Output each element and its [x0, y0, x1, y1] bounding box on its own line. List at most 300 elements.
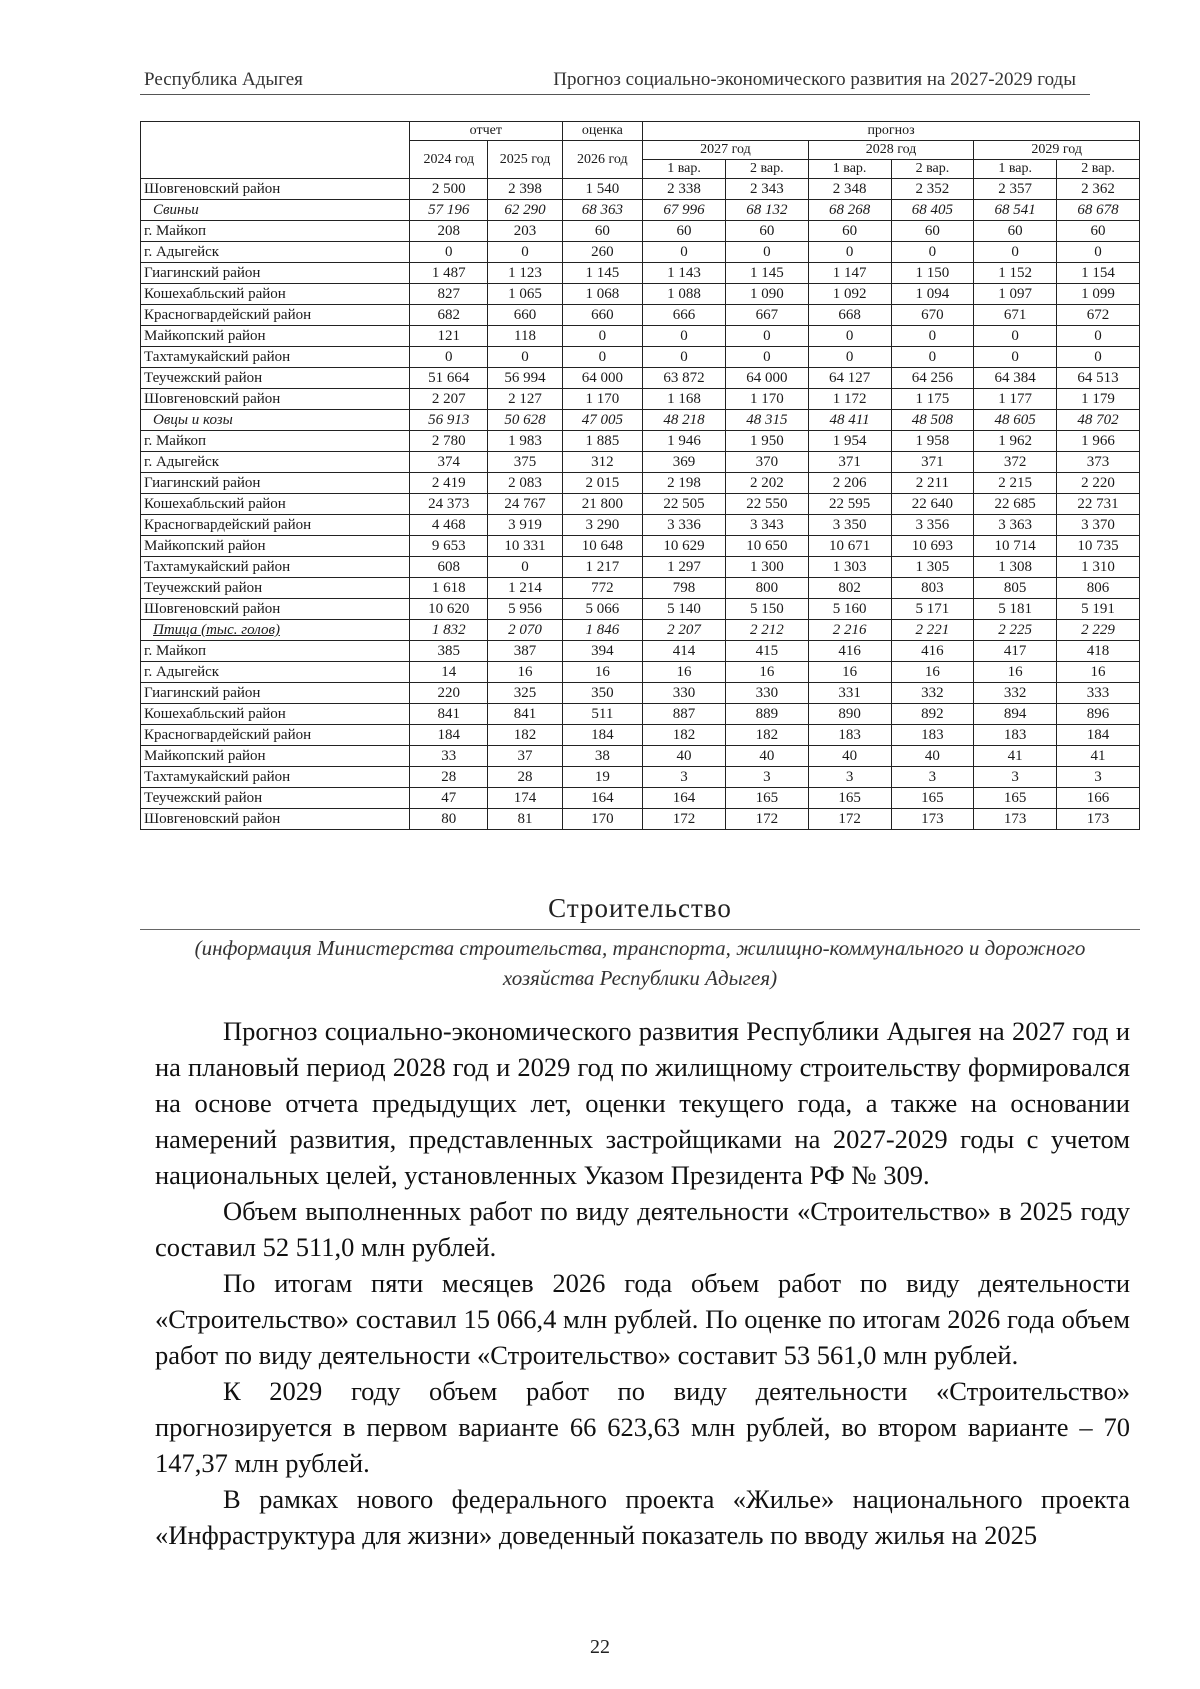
table-cell: 40 [891, 746, 974, 767]
table-row [141, 326, 1140, 347]
table-row [141, 704, 1140, 725]
table-cell: 40 [725, 746, 808, 767]
row-label [141, 641, 410, 662]
table-cell: 1 170 [725, 389, 808, 410]
row-label-text: Гиагинский район [144, 475, 261, 491]
table-cell: 10 331 [488, 536, 562, 557]
row-label-text: Шовгеновский район [144, 391, 281, 407]
header-document-title: Прогноз социально-экономического развития на 2027-2029 годы [553, 69, 1076, 90]
table-cell: 5 171 [891, 599, 974, 620]
row-label-text: Майкопский район [144, 748, 266, 764]
header-variant-2: 2 вар. [891, 160, 974, 179]
row-label [141, 179, 410, 200]
table-cell: 0 [643, 242, 726, 263]
paragraph: В рамках нового федерального проекта «Жилье» национального проекта «Инфраструктура для жизни» доведенный показатель по вводу жилья на 2025 [155, 1484, 1130, 1550]
table-cell: 374 [410, 452, 488, 473]
table-cell: 2 343 [725, 179, 808, 200]
table-cell: 184 [562, 725, 643, 746]
table-cell: 183 [891, 725, 974, 746]
table-cell: 14 [410, 662, 488, 683]
table-row [141, 410, 1140, 431]
row-label-text: Овцы и козы [153, 412, 233, 428]
table-row [141, 578, 1140, 599]
table-cell: 798 [643, 578, 726, 599]
header-year-2026: 2026 год [562, 141, 643, 179]
table-cell: 2 127 [488, 389, 562, 410]
table-row [141, 557, 1140, 578]
row-label [141, 368, 410, 389]
table-body [141, 179, 1140, 830]
header-year-2025: 2025 год [488, 141, 562, 179]
table-cell: 2 338 [643, 179, 726, 200]
table-cell: 1 175 [891, 389, 974, 410]
table-cell: 1 950 [725, 431, 808, 452]
table-cell: 1 946 [643, 431, 726, 452]
table-cell: 3 [808, 767, 891, 788]
section-title: Строительство [548, 893, 732, 923]
table-cell: 28 [410, 767, 488, 788]
table-cell: 170 [562, 809, 643, 830]
table-cell: 2 780 [410, 431, 488, 452]
table-cell: 16 [974, 662, 1057, 683]
table-cell: 1 170 [562, 389, 643, 410]
table-cell: 2 500 [410, 179, 488, 200]
table-cell: 16 [488, 662, 562, 683]
table-cell: 332 [974, 683, 1057, 704]
table-cell: 10 620 [410, 599, 488, 620]
table-cell: 668 [808, 305, 891, 326]
table-cell: 16 [1057, 662, 1140, 683]
table-cell: 827 [410, 284, 488, 305]
table-cell: 184 [1057, 725, 1140, 746]
table-cell: 1 143 [643, 263, 726, 284]
section-divider [140, 929, 1140, 930]
row-label [141, 431, 410, 452]
table-cell: 64 000 [725, 368, 808, 389]
table-cell: 10 671 [808, 536, 891, 557]
paragraph: По итогам пяти месяцев 2026 года объем работ по виду деятельности «Строительство» составил 15 066,4 млн рублей. По оценке по итогам 2026 года объем работ по виду деятельности «Строительство» составит 53 561,0 млн рублей. [155, 1268, 1130, 1370]
table-cell: 10 629 [643, 536, 726, 557]
row-label [141, 473, 410, 494]
table-cell: 22 640 [891, 494, 974, 515]
table-row [141, 305, 1140, 326]
table-cell: 40 [808, 746, 891, 767]
table-cell: 0 [562, 347, 643, 368]
table-cell: 0 [488, 557, 562, 578]
table-cell: 38 [562, 746, 643, 767]
row-label-text: Теучежский район [144, 370, 263, 386]
table-cell: 1 088 [643, 284, 726, 305]
table-cell: 3 343 [725, 515, 808, 536]
table-cell: 371 [891, 452, 974, 473]
paragraph: Объем выполненных работ по виду деятельности «Строительство» в 2025 году составил 52 511,0 млн рублей. [155, 1196, 1130, 1262]
row-label [141, 788, 410, 809]
table-cell: 1 487 [410, 263, 488, 284]
table-cell: 350 [562, 683, 643, 704]
table-cell: 173 [1057, 809, 1140, 830]
table-cell: 2 419 [410, 473, 488, 494]
paragraph: К 2029 году объем работ по виду деятельности «Строительство» прогнозируется в первом варианте 66 623,63 млн рублей, во втором варианте – 70 147,37 млн рублей. [155, 1376, 1130, 1478]
table-cell: 182 [725, 725, 808, 746]
row-label-text: Кошехабльский район [144, 496, 286, 512]
row-label-text: г. Адыгейск [144, 454, 220, 470]
row-label-text: Тахтамукайский район [144, 349, 291, 365]
table-cell: 0 [725, 326, 808, 347]
table-cell: 260 [562, 242, 643, 263]
table-cell: 416 [891, 641, 974, 662]
table-cell: 16 [643, 662, 726, 683]
table-row [141, 536, 1140, 557]
table-row [141, 725, 1140, 746]
table-cell: 57 196 [410, 200, 488, 221]
table-row [141, 788, 1140, 809]
table-cell: 64 384 [974, 368, 1057, 389]
table-cell: 22 731 [1057, 494, 1140, 515]
table-cell: 0 [410, 242, 488, 263]
table-cell: 2 211 [891, 473, 974, 494]
table-cell: 2 229 [1057, 620, 1140, 641]
table-cell: 0 [643, 347, 726, 368]
table-cell: 0 [891, 242, 974, 263]
table-cell: 5 956 [488, 599, 562, 620]
header-variant-1: 1 вар. [808, 160, 891, 179]
row-label-text: г. Адыгейск [144, 244, 220, 260]
header-variant-1: 1 вар. [974, 160, 1057, 179]
table-cell: 165 [725, 788, 808, 809]
table-cell: 1 090 [725, 284, 808, 305]
table-cell: 1 065 [488, 284, 562, 305]
table-cell: 841 [488, 704, 562, 725]
row-label [141, 557, 410, 578]
table-cell: 1 179 [1057, 389, 1140, 410]
table-cell: 2 398 [488, 179, 562, 200]
table-row [141, 746, 1140, 767]
table-cell: 22 550 [725, 494, 808, 515]
table-cell: 3 356 [891, 515, 974, 536]
table-cell: 165 [808, 788, 891, 809]
table-cell: 3 919 [488, 515, 562, 536]
table-cell: 511 [562, 704, 643, 725]
table-cell: 4 468 [410, 515, 488, 536]
table-cell: 0 [974, 347, 1057, 368]
table-cell: 1 177 [974, 389, 1057, 410]
table-cell: 10 735 [1057, 536, 1140, 557]
table-cell: 60 [1057, 221, 1140, 242]
row-label [141, 284, 410, 305]
table-cell: 5 066 [562, 599, 643, 620]
row-label [141, 410, 410, 431]
row-label [141, 578, 410, 599]
row-label-text: Шовгеновский район [144, 811, 281, 827]
row-label-text: г. Майкоп [144, 643, 207, 659]
table-cell: 2 215 [974, 473, 1057, 494]
table-cell: 60 [891, 221, 974, 242]
table-cell: 666 [643, 305, 726, 326]
row-label [141, 389, 410, 410]
table-cell: 63 872 [643, 368, 726, 389]
table-cell: 2 015 [562, 473, 643, 494]
livestock-table [140, 121, 1140, 830]
table-cell: 0 [725, 347, 808, 368]
table-cell: 10 714 [974, 536, 1057, 557]
header-year-2029: 2029 год [974, 141, 1140, 160]
table-cell: 68 268 [808, 200, 891, 221]
table-cell: 203 [488, 221, 562, 242]
table-cell: 1 966 [1057, 431, 1140, 452]
table-cell: 1 885 [562, 431, 643, 452]
table-cell: 68 405 [891, 200, 974, 221]
row-label-text: Красногвардейский район [144, 727, 312, 743]
table-cell: 2 225 [974, 620, 1057, 641]
table-row [141, 515, 1140, 536]
row-label-text: Шовгеновский район [144, 601, 281, 617]
table-cell: 5 150 [725, 599, 808, 620]
row-label-text: Тахтамукайский район [144, 559, 291, 575]
table-cell: 173 [891, 809, 974, 830]
row-label-text: г. Майкоп [144, 433, 207, 449]
header-year-2024: 2024 год [410, 141, 488, 179]
table-cell: 3 363 [974, 515, 1057, 536]
table-cell: 369 [643, 452, 726, 473]
table-cell: 667 [725, 305, 808, 326]
table-row [141, 179, 1140, 200]
table-cell: 371 [808, 452, 891, 473]
table-cell: 1 954 [808, 431, 891, 452]
table-cell: 47 [410, 788, 488, 809]
table-cell: 670 [891, 305, 974, 326]
table-cell: 2 198 [643, 473, 726, 494]
table-cell: 22 685 [974, 494, 1057, 515]
table-cell: 0 [808, 242, 891, 263]
table-row [141, 368, 1140, 389]
table-cell: 414 [643, 641, 726, 662]
table-cell: 172 [643, 809, 726, 830]
table-cell: 1 094 [891, 284, 974, 305]
table-cell: 312 [562, 452, 643, 473]
table-cell: 375 [488, 452, 562, 473]
table-cell: 0 [1057, 347, 1140, 368]
table-cell: 47 005 [562, 410, 643, 431]
table-row [141, 221, 1140, 242]
table-cell: 5 181 [974, 599, 1057, 620]
table-cell: 418 [1057, 641, 1140, 662]
table-cell: 2 206 [808, 473, 891, 494]
table-cell: 28 [488, 767, 562, 788]
table-cell: 387 [488, 641, 562, 662]
table-cell: 1 214 [488, 578, 562, 599]
row-label [141, 494, 410, 515]
table-cell: 165 [891, 788, 974, 809]
table-cell: 1 172 [808, 389, 891, 410]
table-cell: 16 [562, 662, 643, 683]
row-label-text: Красногвардейский район [144, 517, 312, 533]
table-cell: 1 154 [1057, 263, 1140, 284]
table-row [141, 599, 1140, 620]
table-cell: 62 290 [488, 200, 562, 221]
table-cell: 1 846 [562, 620, 643, 641]
row-label [141, 200, 410, 221]
table-cell: 9 653 [410, 536, 488, 557]
table-cell: 48 315 [725, 410, 808, 431]
table-row [141, 641, 1140, 662]
table-cell: 0 [974, 242, 1057, 263]
table-cell: 174 [488, 788, 562, 809]
table-cell: 60 [643, 221, 726, 242]
table-cell: 0 [643, 326, 726, 347]
table-cell: 37 [488, 746, 562, 767]
table-cell: 3 [643, 767, 726, 788]
table-cell: 1 168 [643, 389, 726, 410]
table-cell: 331 [808, 683, 891, 704]
row-label [141, 746, 410, 767]
table-row [141, 242, 1140, 263]
table-cell: 48 605 [974, 410, 1057, 431]
table-cell: 182 [643, 725, 726, 746]
table-row [141, 494, 1140, 515]
table-cell: 1 297 [643, 557, 726, 578]
table-cell: 1 303 [808, 557, 891, 578]
table-cell: 370 [725, 452, 808, 473]
table-cell: 3 336 [643, 515, 726, 536]
table-cell: 1 832 [410, 620, 488, 641]
table-cell: 894 [974, 704, 1057, 725]
header-year-2027: 2027 год [643, 141, 809, 160]
table-cell: 330 [725, 683, 808, 704]
table-cell: 184 [410, 725, 488, 746]
table-cell: 0 [562, 326, 643, 347]
table-cell: 1 618 [410, 578, 488, 599]
table-cell: 208 [410, 221, 488, 242]
table-cell: 64 513 [1057, 368, 1140, 389]
table-cell: 0 [410, 347, 488, 368]
page-number: 22 [590, 1636, 610, 1658]
table-cell: 373 [1057, 452, 1140, 473]
table-cell: 415 [725, 641, 808, 662]
table-cell: 60 [725, 221, 808, 242]
table-cell: 3 290 [562, 515, 643, 536]
table-row [141, 263, 1140, 284]
table-cell: 800 [725, 578, 808, 599]
table-cell: 80 [410, 809, 488, 830]
table-cell: 2 207 [643, 620, 726, 641]
table-cell: 1 540 [562, 179, 643, 200]
table-cell: 5 191 [1057, 599, 1140, 620]
table-cell: 68 678 [1057, 200, 1140, 221]
table-row [141, 620, 1140, 641]
header-forecast: прогноз [643, 122, 1140, 141]
table-row [141, 767, 1140, 788]
table-row [141, 473, 1140, 494]
header-variant-2: 2 вар. [725, 160, 808, 179]
table-cell: 3 [1057, 767, 1140, 788]
table-cell: 0 [1057, 326, 1140, 347]
table-cell: 24 373 [410, 494, 488, 515]
table-cell: 16 [808, 662, 891, 683]
table-cell: 2 083 [488, 473, 562, 494]
table-cell: 330 [643, 683, 726, 704]
table-header [141, 122, 1140, 179]
table-cell: 3 350 [808, 515, 891, 536]
table-cell: 173 [974, 809, 1057, 830]
table-cell: 1 300 [725, 557, 808, 578]
row-label [141, 536, 410, 557]
table-cell: 1 068 [562, 284, 643, 305]
header-estimate: оценка [562, 122, 643, 141]
table-cell: 3 [974, 767, 1057, 788]
table-cell: 3 [891, 767, 974, 788]
table-cell: 2 348 [808, 179, 891, 200]
table-row [141, 284, 1140, 305]
table-cell: 1 092 [808, 284, 891, 305]
row-label [141, 599, 410, 620]
table-cell: 806 [1057, 578, 1140, 599]
table-cell: 5 140 [643, 599, 726, 620]
table-cell: 121 [410, 326, 488, 347]
table-cell: 394 [562, 641, 643, 662]
table-cell: 41 [1057, 746, 1140, 767]
row-label [141, 326, 410, 347]
table-cell: 64 127 [808, 368, 891, 389]
row-label-text: Кошехабльский район [144, 286, 286, 302]
row-label [141, 263, 410, 284]
row-label-text: Майкопский район [144, 538, 266, 554]
table-cell: 24 767 [488, 494, 562, 515]
table-cell: 1 217 [562, 557, 643, 578]
table-cell: 67 996 [643, 200, 726, 221]
table-cell: 182 [488, 725, 562, 746]
table-cell: 417 [974, 641, 1057, 662]
table-cell: 0 [891, 347, 974, 368]
table-cell: 416 [808, 641, 891, 662]
table-cell: 385 [410, 641, 488, 662]
row-label-text: Свиньи [153, 202, 199, 218]
section-subtitle: (информация Министерства строительства, транспорта, жилищно-коммунального и дорожного хозяйства Республики Адыгея) [194, 936, 1086, 990]
table-cell: 3 370 [1057, 515, 1140, 536]
header-year-2028: 2028 год [808, 141, 974, 160]
table-cell: 10 693 [891, 536, 974, 557]
table-cell: 671 [974, 305, 1057, 326]
row-label [141, 347, 410, 368]
table-cell: 22 595 [808, 494, 891, 515]
table-cell: 0 [974, 326, 1057, 347]
header-blank-cell [141, 122, 410, 179]
table-cell: 772 [562, 578, 643, 599]
table-cell: 0 [488, 347, 562, 368]
table-cell: 0 [891, 326, 974, 347]
row-label-text: Майкопский район [144, 328, 266, 344]
table-cell: 48 508 [891, 410, 974, 431]
table-cell: 333 [1057, 683, 1140, 704]
table-cell: 896 [1057, 704, 1140, 725]
table-cell: 164 [643, 788, 726, 809]
table-cell: 41 [974, 746, 1057, 767]
row-label-text: Красногвардейский район [144, 307, 312, 323]
table-row [141, 683, 1140, 704]
row-label [141, 620, 410, 641]
table-cell: 60 [562, 221, 643, 242]
table-cell: 1 147 [808, 263, 891, 284]
table-cell: 0 [488, 242, 562, 263]
table-cell: 1 145 [562, 263, 643, 284]
table-cell: 2 216 [808, 620, 891, 641]
table-cell: 1 305 [891, 557, 974, 578]
table-row [141, 809, 1140, 830]
table-cell: 166 [1057, 788, 1140, 809]
row-label-text: Птица (тыс. голов) [153, 622, 280, 638]
table-cell: 2 070 [488, 620, 562, 641]
row-label-text: Гиагинский район [144, 265, 261, 281]
table-cell: 3 [725, 767, 808, 788]
